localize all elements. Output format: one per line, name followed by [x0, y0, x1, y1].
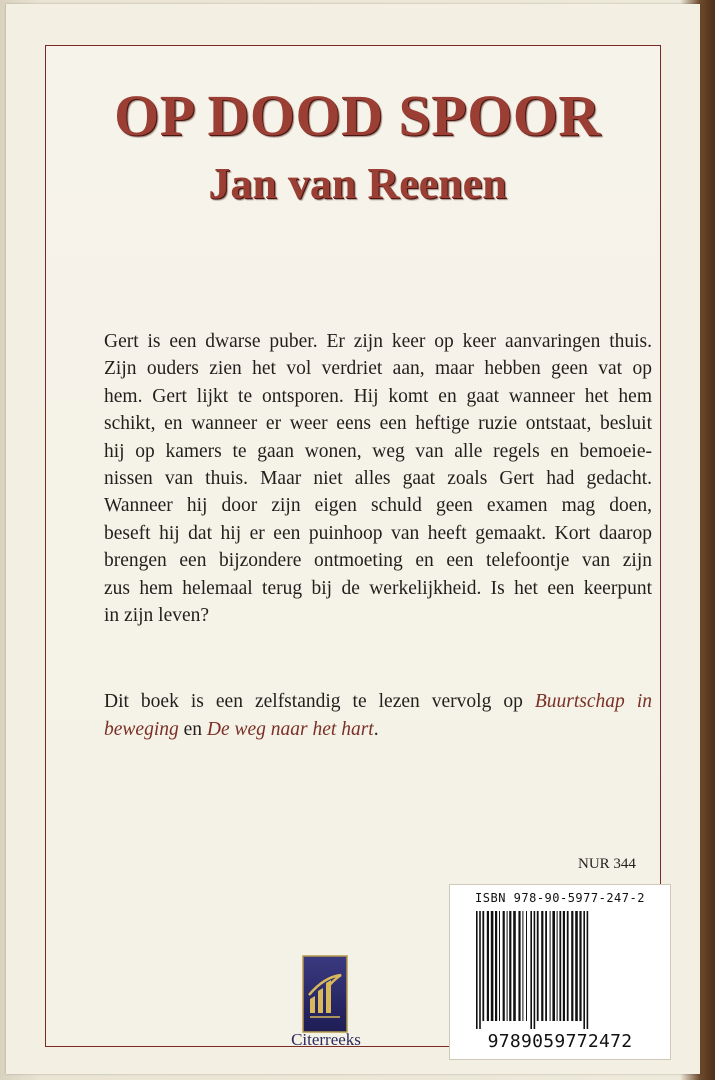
- barcode-bar: [550, 911, 551, 1021]
- barcode-bar: [518, 911, 520, 1021]
- barcode-bar: [491, 911, 494, 1021]
- barcode-bar: [545, 911, 547, 1021]
- sequel-suffix: .: [373, 719, 379, 740]
- blurb-line: Zijn ouders zien het vol verdriet aan, maar hebben geen vat op: [104, 358, 652, 380]
- blurb-line: Gert is een dwarse puber. Er zijn keer op keer aanvaringen thuis.: [104, 331, 652, 352]
- barcode-label: [449, 884, 671, 1060]
- barcode-bar: [503, 911, 505, 1021]
- barcode-bar: [552, 911, 555, 1021]
- barcode-bar: [537, 911, 539, 1021]
- blurb-line: nissen van thuis. Maar niet alles gaat zoals Gert had gedacht.: [104, 468, 652, 490]
- blurb-line: Wanneer hij door zijn eigen schuld geen examen mag doen,: [104, 495, 652, 517]
- publisher-logo-icon: [302, 955, 348, 1033]
- blurb-line: hem. Gert lijkt te ontsporen. Hij komt en gaat wanneer het hem: [104, 385, 652, 407]
- barcode-bar: [559, 911, 561, 1021]
- barcode-bar: [476, 911, 478, 1029]
- sequel-book-1a: Buurtschap in: [534, 691, 652, 712]
- book-author: Jan van Reenen: [208, 159, 507, 208]
- blurb-line: schikt, en wanneer er weer eens een heftige ruzie ontstaat, besluit: [104, 413, 652, 435]
- sequel-note: [104, 688, 652, 744]
- sequel-book-2: De weg naar het hart: [206, 719, 374, 740]
- barcode-number: 9789059772472: [487, 1031, 633, 1052]
- book-title: OP DOOD SPOOR: [114, 83, 601, 148]
- barcode-bar: [479, 911, 481, 1029]
- barcode-bar: [583, 911, 585, 1029]
- barcode-bar: [579, 911, 581, 1021]
- blurb-text: [104, 328, 652, 629]
- nur-code: NUR 344: [578, 856, 636, 872]
- barcode-bar: [530, 911, 532, 1029]
- blurb-line: in zijn leven?: [104, 605, 210, 627]
- blurb-line: zus hem helemaal terug bij de werkelijkheid. Is het een keerpunt: [104, 577, 652, 599]
- barcode-bar: [534, 911, 536, 1029]
- barcode-bar: [513, 911, 516, 1021]
- sequel-prefix: Dit boek is een zelfstandig te lezen vervolg op: [104, 691, 535, 712]
- blurb-line: beseft hij dat hij er een puinhoop van heeft gemaakt. Kort daarop: [104, 522, 652, 544]
- sequel-middle: en: [178, 719, 207, 740]
- barcode-bars: [476, 911, 646, 1029]
- barcode-bar: [487, 911, 489, 1021]
- sequel-line-1: [104, 688, 652, 716]
- blurb-line: brengen een bijzondere ontmoeting en een telefoontje van zijn: [104, 550, 652, 572]
- publisher-name: Citerreeks: [291, 1030, 361, 1049]
- barcode-bar: [587, 911, 589, 1029]
- barcode-bar: [507, 911, 508, 1021]
- barcode-bar: [567, 911, 569, 1021]
- barcode-bar: [499, 911, 500, 1021]
- barcode-bar: [522, 911, 523, 1021]
- barcode-bar: [557, 911, 558, 1021]
- isbn-text: ISBN 978-90-5977-247-2: [475, 891, 645, 905]
- barcode-bar: [482, 911, 484, 1021]
- barcode-bar: [541, 911, 543, 1021]
- blurb-line: hij op kamers te gaan wonen, weg van alle regels en bemoeie-: [104, 440, 652, 462]
- sequel-book-1b: beweging: [104, 719, 179, 740]
- barcode-bar: [526, 911, 527, 1021]
- sequel-line-2: [104, 719, 379, 740]
- barcode-bar: [495, 911, 497, 1021]
- barcode-bar: [509, 911, 511, 1021]
- barcode-bar: [571, 911, 573, 1021]
- barcode-bar: [575, 911, 578, 1021]
- barcode-bar: [563, 911, 565, 1021]
